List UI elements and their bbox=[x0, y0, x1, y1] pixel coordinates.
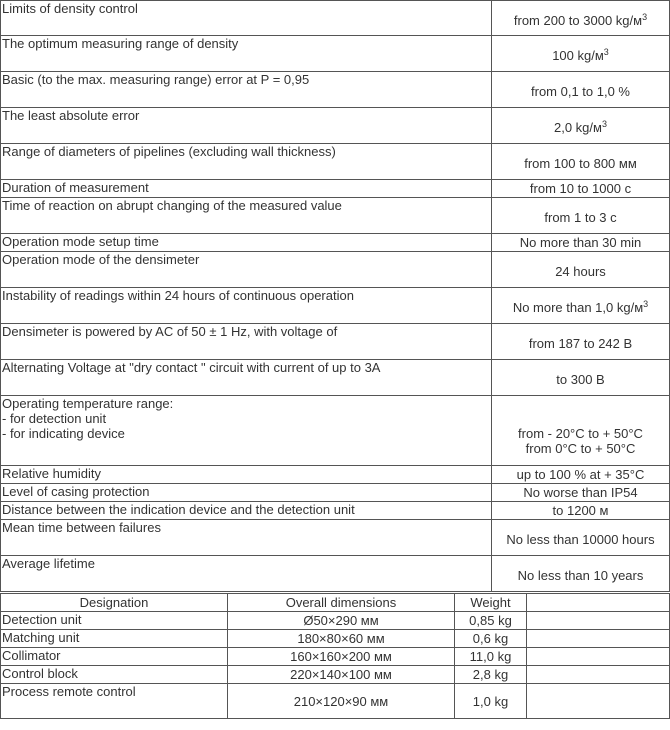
row-designation: Control block bbox=[1, 666, 228, 684]
row-weight: 2,8 kg bbox=[455, 666, 527, 684]
spec-row bbox=[1, 252, 670, 288]
spec-row bbox=[1, 324, 670, 360]
row-empty bbox=[527, 612, 670, 630]
spec-row bbox=[1, 108, 670, 144]
row-empty bbox=[527, 630, 670, 648]
spec-row bbox=[1, 520, 670, 556]
spec-value: from 0,1 to 1,0 % bbox=[492, 72, 670, 108]
spec-value: up to 100 % at + 35°C bbox=[492, 466, 670, 484]
spec-param: Basic (to the max. measuring range) error at P = 0,95 bbox=[1, 72, 492, 108]
header-overall-dimensions: Overall dimensions bbox=[228, 594, 455, 612]
dimensions-row bbox=[1, 666, 670, 684]
spec-row bbox=[1, 198, 670, 234]
row-empty bbox=[527, 648, 670, 666]
row-weight: 0,6 kg bbox=[455, 630, 527, 648]
spec-value: from - 20°C to + 50°C from 0°C to + 50°C bbox=[492, 396, 670, 466]
spec-param: Alternating Voltage at "dry contact " circuit with current of up to 3A bbox=[1, 360, 492, 396]
spec-value: to 1200 м bbox=[492, 502, 670, 520]
dimensions-row bbox=[1, 630, 670, 648]
spec-row bbox=[1, 556, 670, 592]
spec-value: No less than 10 years bbox=[492, 556, 670, 592]
spec-row bbox=[1, 288, 670, 324]
spec-param: Relative humidity bbox=[1, 466, 492, 484]
spec-value: from 200 to 3000 $kg/м^3$ bbox=[492, 1, 670, 36]
dimensions-row bbox=[1, 648, 670, 666]
spec-param: Duration of measurement bbox=[1, 180, 492, 198]
header-designation: Designation bbox=[1, 594, 228, 612]
header-weight: Weight bbox=[455, 594, 527, 612]
spec-value: from 1 to 3 с bbox=[492, 198, 670, 234]
dimensions-row bbox=[1, 684, 670, 719]
spec-param: Operation mode of the densimeter bbox=[1, 252, 492, 288]
spec-param: The least absolute error bbox=[1, 108, 492, 144]
dimensions-header-row bbox=[1, 594, 670, 612]
row-designation: Matching unit bbox=[1, 630, 228, 648]
spec-value: to 300 В bbox=[492, 360, 670, 396]
spec-row bbox=[1, 360, 670, 396]
spec-param: Level of casing protection bbox=[1, 484, 492, 502]
spec-param: Time of reaction on abrupt changing of the measured value bbox=[1, 198, 492, 234]
row-dimensions: 160×160×200 мм bbox=[228, 648, 455, 666]
row-weight: 11,0 kg bbox=[455, 648, 527, 666]
row-dimensions: 180×80×60 мм bbox=[228, 630, 455, 648]
dimensions-table bbox=[0, 593, 670, 719]
spec-value: No more than 30 min bbox=[492, 234, 670, 252]
spec-value: No worse than IP54 bbox=[492, 484, 670, 502]
spec-param: Densimeter is powered by AC of 50 ± 1 Hz, with voltage of bbox=[1, 324, 492, 360]
dimensions-row bbox=[1, 612, 670, 630]
spec-param: Mean time between failures bbox=[1, 520, 492, 556]
spec-value: from 100 to 800 мм bbox=[492, 144, 670, 180]
header-empty bbox=[527, 594, 670, 612]
spec-row bbox=[1, 72, 670, 108]
spec-param: Distance between the indication device and the detection unit bbox=[1, 502, 492, 520]
row-designation: Process remote control bbox=[1, 684, 228, 719]
row-weight: 0,85 kg bbox=[455, 612, 527, 630]
row-dimensions: 210×120×90 мм bbox=[228, 684, 455, 719]
row-empty bbox=[527, 666, 670, 684]
spec-row bbox=[1, 466, 670, 484]
spec-param: Average lifetime bbox=[1, 556, 492, 592]
spec-param: Limits of density control bbox=[1, 1, 492, 36]
spec-value: No less than 10000 hours bbox=[492, 520, 670, 556]
spec-row bbox=[1, 484, 670, 502]
spec-row bbox=[1, 502, 670, 520]
spec-value: from 187 to 242 В bbox=[492, 324, 670, 360]
spec-row bbox=[1, 396, 670, 466]
spec-param: Instability of readings within 24 hours of continuous operation bbox=[1, 288, 492, 324]
row-dimensions: Ø50×290 мм bbox=[228, 612, 455, 630]
spec-row bbox=[1, 1, 670, 36]
spec-param: Operating temperature range: - for detection unit - for indicating device bbox=[1, 396, 492, 466]
spec-value: No more than 1,0 $kg/м^3$ bbox=[492, 288, 670, 324]
spec-value: 24 hours bbox=[492, 252, 670, 288]
spec-row bbox=[1, 144, 670, 180]
spec-row bbox=[1, 36, 670, 72]
row-designation: Detection unit bbox=[1, 612, 228, 630]
spec-param: The optimum measuring range of density bbox=[1, 36, 492, 72]
row-dimensions: 220×140×100 мм bbox=[228, 666, 455, 684]
row-designation: Collimator bbox=[1, 648, 228, 666]
spec-value: 2,0 $kg/м^3$ bbox=[492, 108, 670, 144]
spec-param: Operation mode setup time bbox=[1, 234, 492, 252]
spec-value: from 10 to 1000 с bbox=[492, 180, 670, 198]
spec-value: 100 $kg/м^3$ bbox=[492, 36, 670, 72]
spec-row bbox=[1, 234, 670, 252]
spec-row bbox=[1, 180, 670, 198]
row-weight: 1,0 kg bbox=[455, 684, 527, 719]
spec-param: Range of diameters of pipelines (excluding wall thickness) bbox=[1, 144, 492, 180]
row-empty bbox=[527, 684, 670, 719]
